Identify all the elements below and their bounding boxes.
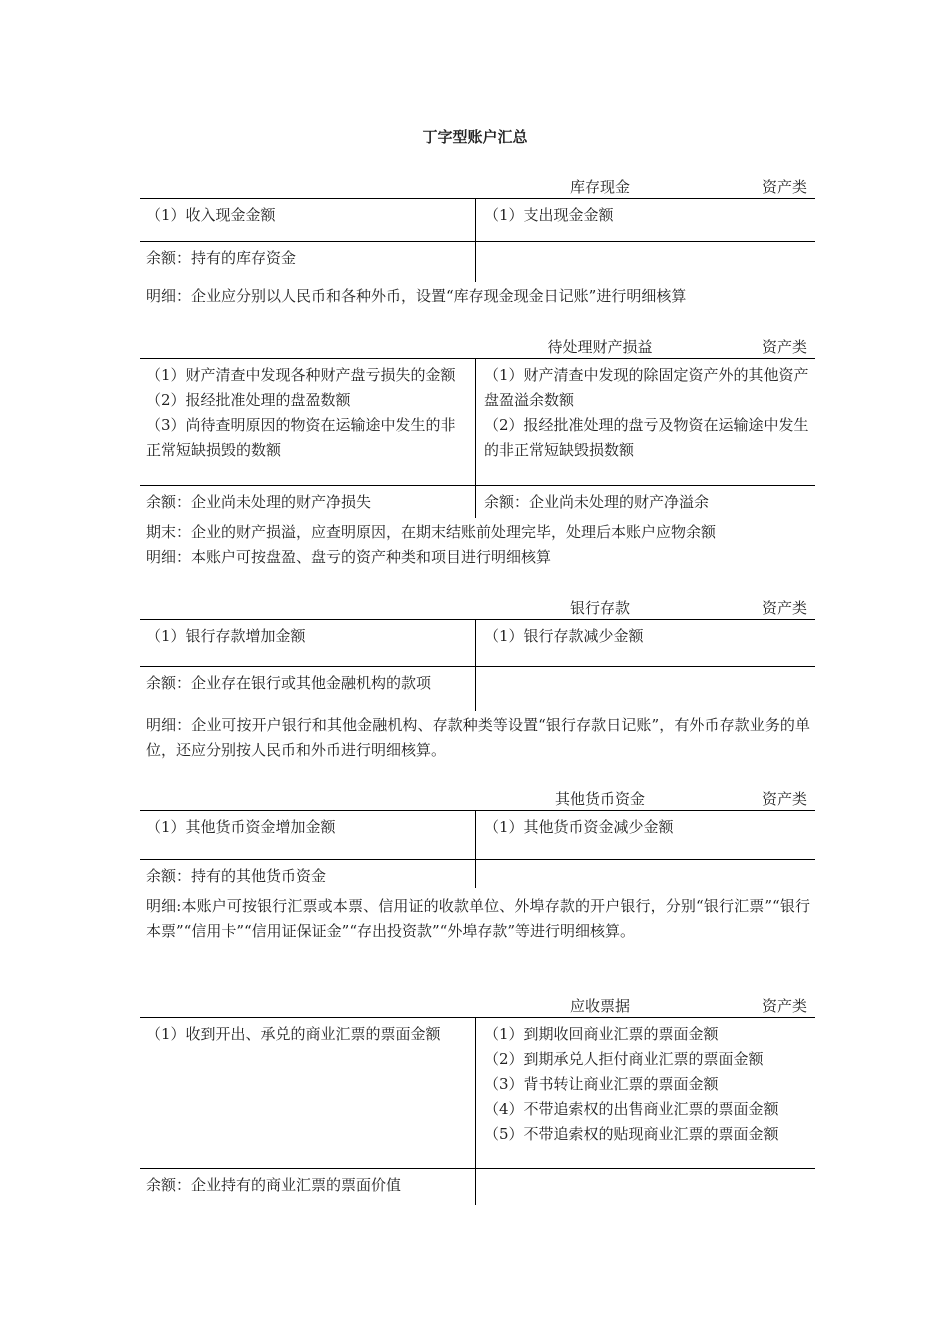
credit-entry: （1）财产清查中发现的除固定资产外的其他资产盘盈溢余数额 [484, 366, 809, 409]
debit-entry: （1）其他货币资金增加金额 [146, 818, 336, 836]
account-name: 待处理财产损益 [547, 338, 653, 356]
debit-side [140, 1018, 475, 1168]
page-title: 丁字型账户汇总 [422, 128, 528, 146]
credit-entry: （5）不带追索权的贴现商业汇票的票面金额 [484, 1125, 779, 1143]
credit-balance [475, 242, 815, 282]
debit-balance: 余额：持有的其他货币资金 [146, 867, 327, 885]
debit-entry: （1）银行存款增加金额 [146, 627, 306, 645]
account-name: 应收票据 [569, 997, 630, 1015]
debit-entry: （1）财产清查中发现各种财产盘亏损失的金额 [146, 366, 456, 384]
credit-balance [475, 1169, 815, 1205]
t-account-other-monetary [140, 788, 815, 888]
account-category: 资产类 [761, 338, 807, 356]
credit-side [475, 811, 815, 859]
credit-entry: （2）报经批准处理的盘亏及物资在运输途中发生的非正常短缺毁损数额 [484, 416, 809, 459]
account-name: 其他货币资金 [554, 790, 645, 808]
debit-balance: 余额：企业存在银行或其他金融机构的款项 [146, 674, 432, 692]
credit-entry: （3）背书转让商业汇票的票面金额 [484, 1075, 719, 1093]
credit-side [475, 199, 815, 241]
credit-entry: （1）到期收回商业汇票的票面金额 [484, 1025, 719, 1043]
debit-balance: 余额：企业尚未处理的财产净损失 [146, 493, 372, 511]
account-name: 银行存款 [569, 599, 630, 617]
t-account-cash [140, 176, 815, 282]
t-account-notes-receivable [140, 995, 815, 1205]
account-note: 明细：企业可按开户银行和其他金融机构、存款种类等设置“银行存款日记账”，有外币存款业务的单位，还应分别按人民币和外币进行明细核算。 [146, 716, 810, 759]
credit-balance: 余额：企业尚未处理的财产净溢余 [475, 486, 815, 518]
debit-side [140, 811, 475, 859]
t-account-bank-deposit [140, 597, 815, 711]
credit-entry: （1）支出现金金额 [484, 206, 614, 224]
t-account-pending-property [140, 336, 815, 518]
debit-entry: （2）报经批准处理的盘盈数额 [146, 391, 351, 409]
credit-entry: （1）其他货币资金减少金额 [484, 818, 674, 836]
debit-entry: （3）尚待查明原因的物资在运输途中发生的非正常短缺损毁的数额 [146, 416, 456, 459]
account-category: 资产类 [761, 790, 807, 808]
debit-side [140, 620, 475, 666]
account-category: 资产类 [761, 178, 807, 196]
credit-side [475, 359, 815, 485]
debit-balance: 余额：持有的库存资金 [146, 249, 297, 267]
credit-side [475, 1018, 815, 1168]
debit-balance: 余额：企业持有的商业汇票的票面价值 [146, 1176, 402, 1194]
account-category: 资产类 [761, 997, 807, 1015]
debit-entry: （1）收到开出、承兑的商业汇票的票面金额 [146, 1025, 441, 1043]
credit-balance [475, 860, 815, 888]
credit-entry: （4）不带追索权的出售商业汇票的票面金额 [484, 1100, 779, 1118]
account-note: 期末：企业的财产损溢，应查明原因，在期末结账前处理完毕，处理后本账户应物余额 [146, 523, 717, 541]
account-note: 明细：本账户可按盘盈、盘亏的资产种类和项目进行明细核算 [146, 548, 552, 566]
account-note: 明细:本账户可按银行汇票或本票、信用证的收款单位、外埠存款的开户银行，分别“银行汇票”“银行本票”“信用卡”“信用证保证金”“存出投资款”“外埠存款”等进行明细核算。 [146, 897, 810, 940]
credit-entry: （2）到期承兑人拒付商业汇票的票面金额 [484, 1050, 764, 1068]
account-name: 库存现金 [569, 178, 630, 196]
debit-side [140, 199, 475, 241]
account-category: 资产类 [761, 599, 807, 617]
account-note: 明细：企业应分别以人民币和各种外币，设置“库存现金现金日记账”进行明细核算 [146, 287, 687, 305]
credit-balance [475, 667, 815, 711]
credit-side [475, 620, 815, 666]
debit-entry: （1）收入现金金额 [146, 206, 276, 224]
credit-entry: （1）银行存款减少金额 [484, 627, 644, 645]
debit-side [140, 359, 475, 485]
